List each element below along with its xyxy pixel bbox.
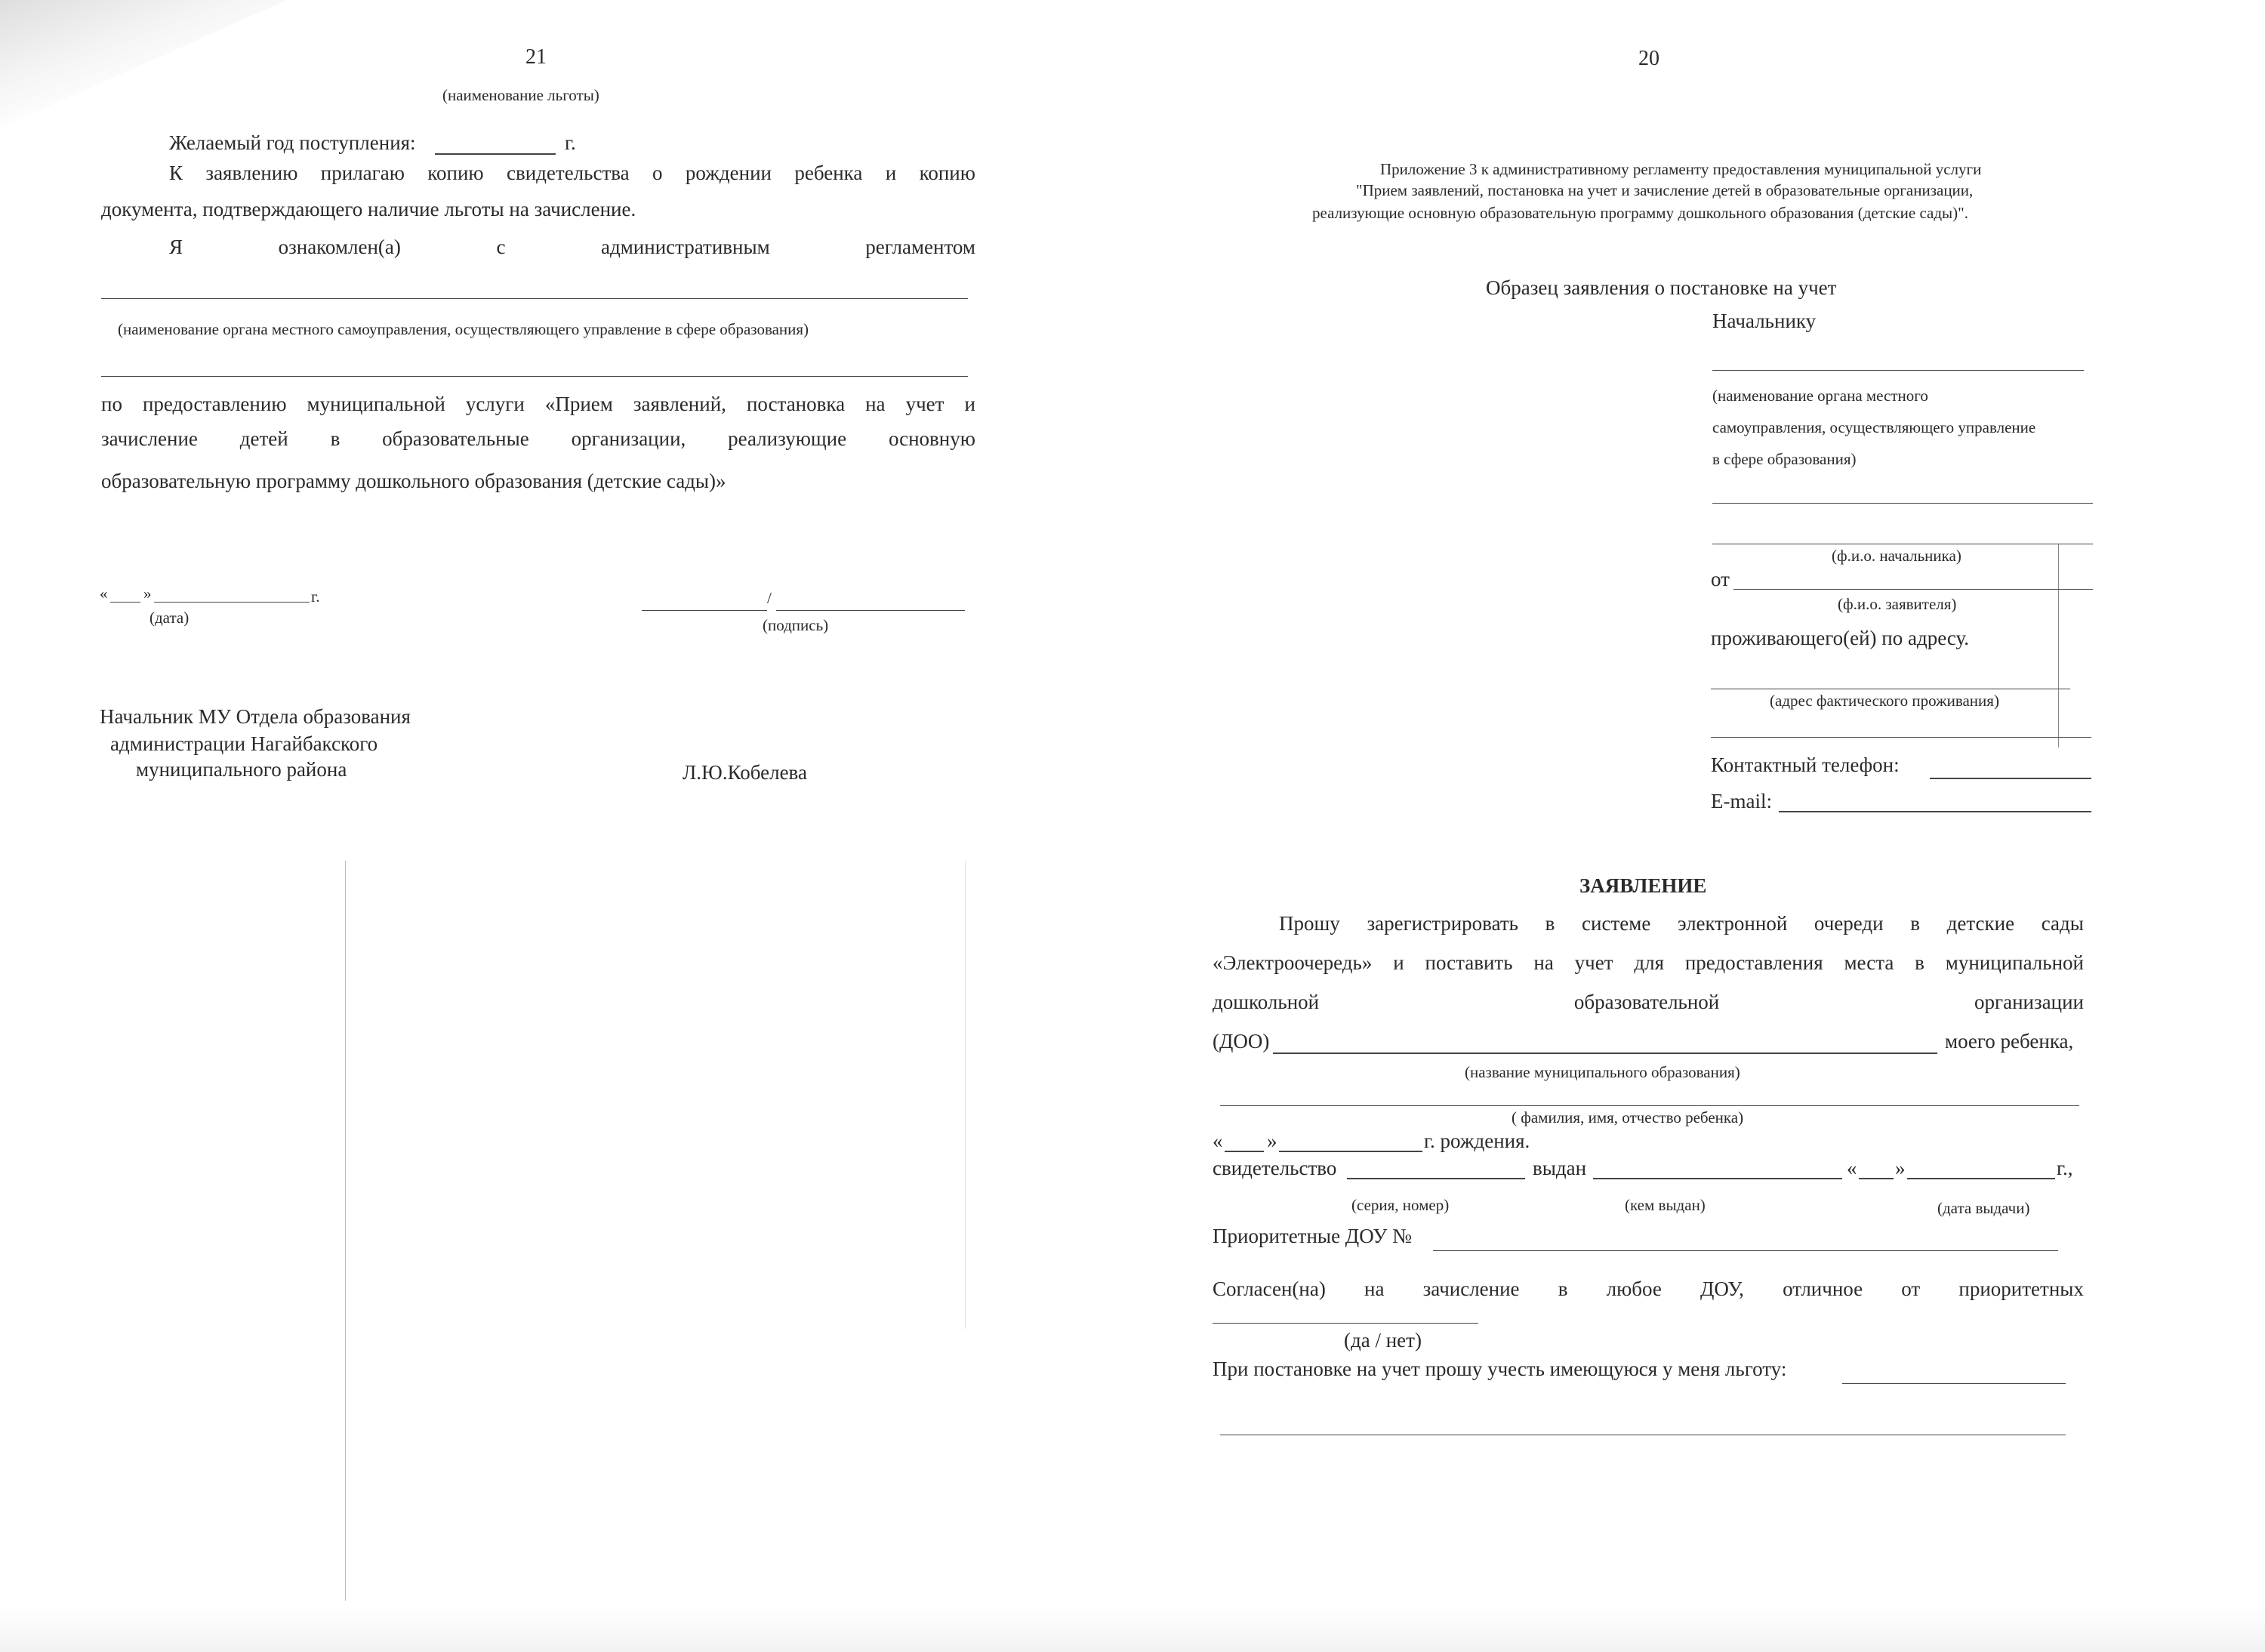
word: приоритетных [1958,1278,2084,1300]
word: поставить [1425,951,1513,974]
date-quote-open: « [100,584,108,603]
word: по [101,393,122,415]
date-caption: (дата) [149,609,190,627]
word: муниципальной [1945,951,2084,974]
word: места [1844,951,1894,974]
word: от [1901,1278,1921,1300]
word: Согласен(на) [1213,1278,1326,1300]
head-title-line-2: администрации Нагайбакского [110,732,378,755]
word: в [1910,912,1921,935]
word: зачисление [101,427,198,450]
body-line-3 [1213,991,2084,1014]
appendix-line-1: Приложение 3 к административному регламенту предоставления муниципальной услуги [1380,160,1982,178]
authority-caption: (наименование органа местного самоуправления, осуществляющего управление в сфере образования) [118,320,809,338]
word: предоставлению [142,393,287,415]
word: «Прием [544,393,613,415]
word: учет [905,393,945,415]
word: ознакомлен(а) [278,236,401,258]
word: свидетельства [507,162,630,184]
word: детские [1946,912,2015,935]
benefit-field-1[interactable] [1842,1383,2066,1384]
left-page-right-edge-line [965,861,966,1329]
word: заявлений, [633,393,726,415]
authority-field-2[interactable] [101,376,968,377]
series-caption: (серия, номер) [1351,1196,1450,1214]
word: о [652,162,663,184]
doo-label: (ДОО) [1213,1030,1270,1053]
left-page-number: 21 [525,45,547,69]
word: регламентом [865,236,975,258]
date-quote-close: » [143,584,152,603]
desired-year-suffix: г. [565,131,576,154]
email-field[interactable] [1779,811,2091,812]
head-name-field-1[interactable] [1712,503,2093,504]
birth-month-field[interactable] [1279,1151,1422,1152]
word: дошкольной [1213,991,1320,1013]
word: зарегистрировать [1367,912,1518,935]
birth-quote-open: « [1213,1130,1223,1152]
word: в [1915,951,1924,974]
head-name: Л.Ю.Кобелева [683,761,807,784]
birth-quote-close: » [1267,1130,1277,1152]
head-title-line-3: муниципального района [136,758,347,781]
issued-by-field[interactable] [1593,1178,1842,1179]
org-caption-line-3: в сфере образования) [1712,450,1857,468]
cert-quote-close: » [1895,1157,1906,1179]
familiar-line [169,236,975,259]
right-form-border-line [2058,544,2059,747]
word: сады [2041,912,2084,935]
word: и [964,393,975,415]
benefit-caption: (наименование льготы) [442,86,599,104]
word: на [1364,1278,1385,1300]
issue-date-caption: (дата выдачи) [1937,1199,2030,1217]
phone-field[interactable] [1930,778,2091,779]
word: реализующие [728,427,847,450]
word: прилагаю [320,162,405,184]
certificate-series-field[interactable] [1347,1178,1525,1179]
signature-caption: (подпись) [763,616,829,634]
phone-label: Контактный телефон: [1711,754,1900,776]
word: услуги [465,393,525,415]
signature-slash: / [767,589,772,607]
word: и [1393,951,1404,974]
statement-title: ЗАЯВЛЕНИЕ [1579,874,1707,897]
word: «Электроочередь» [1213,951,1373,974]
desired-year-field[interactable] [435,153,556,155]
priority-label: Приоритетные ДОУ № [1213,1225,1412,1247]
word: постановка [746,393,846,415]
word: детей [239,427,288,450]
word: на [865,393,886,415]
word: К [169,162,183,184]
org-caption-line-2: самоуправления, осуществляющего управление [1712,418,2036,436]
date-suffix: г. [311,587,320,606]
org-caption-line-1: (наименование органа местного [1712,387,1928,405]
head-name-caption: (ф.и.о. начальника) [1832,547,1961,565]
word: основную [888,427,975,450]
issued-label: выдан [1533,1157,1587,1179]
applicant-field[interactable] [1733,589,2093,590]
certificate-label: свидетельство [1213,1157,1337,1179]
desired-year-label: Желаемый год поступления: [169,131,416,154]
yes-no-caption: (да / нет) [1344,1329,1422,1351]
word: отличное [1783,1278,1863,1300]
scan-shadow-corner [0,0,287,128]
applicant-caption: (ф.и.о. заявителя) [1838,595,1957,613]
word: рождении [685,162,772,184]
word: Прошу [1279,912,1340,935]
right-page-number: 20 [1638,47,1659,70]
child-name-caption: ( фамилия, имя, отчество ребенка) [1512,1108,1744,1127]
word: с [496,236,506,258]
residing-label: проживающего(ей) по адресу. [1711,627,1970,649]
service-line-2 [101,427,975,451]
doo-field[interactable] [1273,1053,1937,1054]
signature-field-right[interactable] [776,610,965,611]
municipality-caption: (название муниципального образования) [1465,1063,1740,1081]
body-line-2 [1213,951,2084,975]
word: организации, [571,427,686,450]
word: и [885,162,897,184]
cert-day-field[interactable] [1859,1178,1894,1179]
email-label: E-mail: [1711,790,1772,812]
attach-line-2: документа, подтверждающего наличие льготы на зачисление. [101,198,636,220]
appendix-line-2: "Прием заявлений, постановка на учет и зачисление детей в образовательные организации, [1356,181,1974,199]
body-line-1 [1279,912,2084,935]
to-head-label: Начальнику [1712,310,1817,332]
word: ребенка [794,162,863,184]
word: копию [919,162,975,184]
word: любое [1606,1278,1662,1300]
word: муниципальной [307,393,445,415]
birth-suffix: г. рождения. [1424,1130,1530,1152]
agree-line [1213,1278,2084,1301]
sample-title: Образец заявления о постановке на учет [1486,276,1837,299]
service-line-3: образовательную программу дошкольного образования (детские сады)» [101,470,726,492]
word: в [1558,1278,1568,1300]
word: на [1533,951,1554,974]
left-page-fold-line [345,861,346,1601]
appendix-line-3: реализующие основную образовательную программу дошкольного образования (детские сады)". [1312,204,1968,222]
date-month-field[interactable] [154,602,310,603]
word: для [1634,951,1665,974]
from-label: от [1711,568,1730,590]
authority-field-1[interactable] [101,298,968,299]
attach-line-1 [169,162,975,185]
org-field[interactable] [1712,370,2084,371]
signature-field-left[interactable] [642,610,767,611]
word: копию [427,162,484,184]
word: зачисление [1422,1278,1520,1300]
word: заявлению [205,162,298,184]
address-caption: (адрес фактического проживания) [1770,692,1999,710]
word: очереди [1814,912,1884,935]
word: учет [1574,951,1613,974]
agree-field[interactable] [1213,1323,1478,1324]
benefit-label: При постановке на учет прошу учесть имеющуюся у меня льготу: [1213,1358,1787,1380]
issued-by-caption: (кем выдан) [1625,1196,1706,1214]
word: административным [600,236,770,258]
birth-day-field[interactable] [1225,1151,1264,1152]
word: электронной [1677,912,1788,935]
service-line-1 [101,393,975,416]
word: Я [169,236,183,258]
cert-date-field[interactable] [1907,1178,2055,1179]
cert-year-suffix: г., [2057,1157,2073,1179]
my-child-label: моего ребенка, [1945,1030,2074,1053]
word: образовательные [382,427,529,450]
date-day-field[interactable] [110,602,140,603]
head-title-line-1: Начальник МУ Отдела образования [100,705,411,728]
word: в [1545,912,1555,935]
cert-quote-open: « [1847,1157,1857,1179]
priority-field[interactable] [1433,1250,2058,1251]
word: организации [1974,991,2084,1013]
scan-bottom-edge [0,1607,2265,1652]
word: ДОУ, [1700,1278,1744,1300]
word: системе [1582,912,1651,935]
child-name-field[interactable] [1220,1105,2079,1106]
address-field-2[interactable] [1711,737,2091,738]
word: образовательной [1573,991,1720,1013]
word: предоставления [1684,951,1823,974]
word: в [330,427,341,450]
